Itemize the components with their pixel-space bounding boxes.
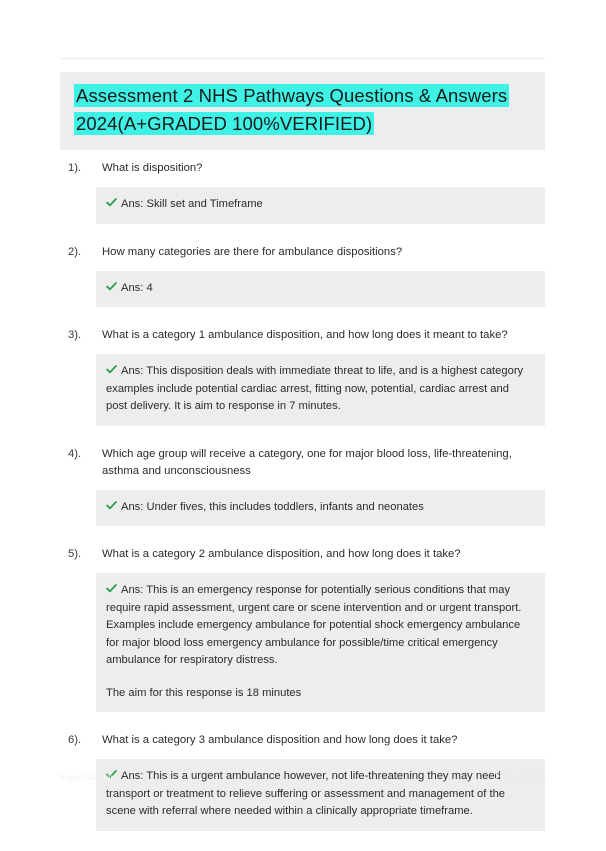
- answer-text: Ans: This is an emergency response for potentially serious conditions that may require rapid assessment, urgent care or scene intervention and or urgent transport. Examples include emergency ambulance for potential shock emergency ambulance for major blood loss emergency ambulance for possible/time critical emergency ambulance for respiratory distress.: [106, 584, 522, 666]
- question-row: [60, 546, 545, 563]
- question-number: 2).: [68, 245, 82, 258]
- green-check-icon: [106, 583, 117, 594]
- answer-text: Ans: This disposition deals with immediate threat to life, and is a highest category examples include potential cardiac arrest, fitting now, potential, cardiac arrest and post delivery. It is aim to response in 7 minutes.: [106, 365, 524, 412]
- question-row: [60, 244, 545, 261]
- answer-text: Ans: Under fives, this includes toddlers, infants and neonates: [121, 500, 424, 513]
- qa-item: [60, 732, 545, 845]
- question-text: What is a category 2 ambulance disposition, and how long does it take?: [102, 548, 461, 560]
- question-number: 1).: [68, 162, 82, 174]
- question-answer-list: [60, 160, 545, 851]
- answer-text: Ans: This is a urgent ambulance however, not life-threatening they may need transport or treatment to relieve suffering or assessment and management of the scene with referral where needed within a clinically appropriate timeframe.: [106, 770, 506, 817]
- qa-item: [60, 446, 545, 541]
- question-text: What is a category 1 ambulance disposition, and how long does it meant to take?: [102, 329, 508, 341]
- question-text: How many categories are there for ambulance dispositions?: [102, 245, 403, 258]
- green-check-icon: [106, 500, 117, 511]
- qa-item: [60, 244, 545, 322]
- answer-paragraph: [106, 685, 533, 703]
- answer-block: [96, 354, 545, 426]
- question-text: What is disposition?: [102, 162, 203, 174]
- answer-paragraph: [106, 582, 533, 670]
- question-number: 6).: [68, 734, 82, 746]
- answer-block: [96, 573, 545, 712]
- qa-spacer: [60, 307, 545, 321]
- green-check-icon: [106, 364, 117, 375]
- answer-block: [96, 187, 545, 224]
- footer-page-number: Page 1 of 4: [495, 771, 546, 782]
- question-text: Which age group will receive a category, one for major blood loss, life-threatening, asthma and unconsciousness: [102, 447, 512, 477]
- page-footer: [60, 771, 546, 782]
- qa-item: [60, 160, 545, 238]
- question-number: 4).: [68, 447, 82, 460]
- document-title-block: [60, 72, 545, 150]
- qa-spacer: [60, 712, 545, 726]
- answer-paragraph: [106, 363, 533, 416]
- answer-paragraph: [106, 499, 533, 517]
- qa-spacer: [60, 224, 545, 238]
- qa-item: [60, 327, 545, 440]
- answer-text: Ans: 4: [121, 281, 153, 294]
- question-number: 3).: [68, 329, 82, 341]
- footer-watermark: PaperStic.com: [60, 771, 118, 782]
- question-row: [60, 732, 545, 749]
- green-check-icon: [106, 197, 117, 208]
- question-row: [60, 160, 545, 177]
- answer-block: [96, 271, 545, 308]
- question-row: [60, 327, 545, 344]
- qa-spacer: [60, 526, 545, 540]
- green-check-icon: [106, 281, 117, 292]
- question-text: What is a category 3 ambulance disposition and how long does it take?: [102, 734, 458, 746]
- qa-spacer: [60, 426, 545, 440]
- answer-text: The aim for this response is 18 minutes: [106, 686, 302, 699]
- answer-paragraph: [106, 280, 533, 298]
- question-row: [60, 446, 545, 480]
- qa-item: [60, 546, 545, 726]
- answer-block: [96, 759, 545, 831]
- answer-text: Ans: Skill set and Timeframe: [121, 198, 263, 210]
- qa-spacer: [60, 831, 545, 845]
- answer-paragraph: [106, 196, 533, 214]
- header-divider: [60, 58, 545, 59]
- page-title: Assessment 2 NHS Pathways Questions & Answers 2024(A+GRADED 100%VERIFIED): [76, 85, 508, 134]
- question-number: 5).: [68, 548, 82, 560]
- answer-block: [96, 490, 545, 527]
